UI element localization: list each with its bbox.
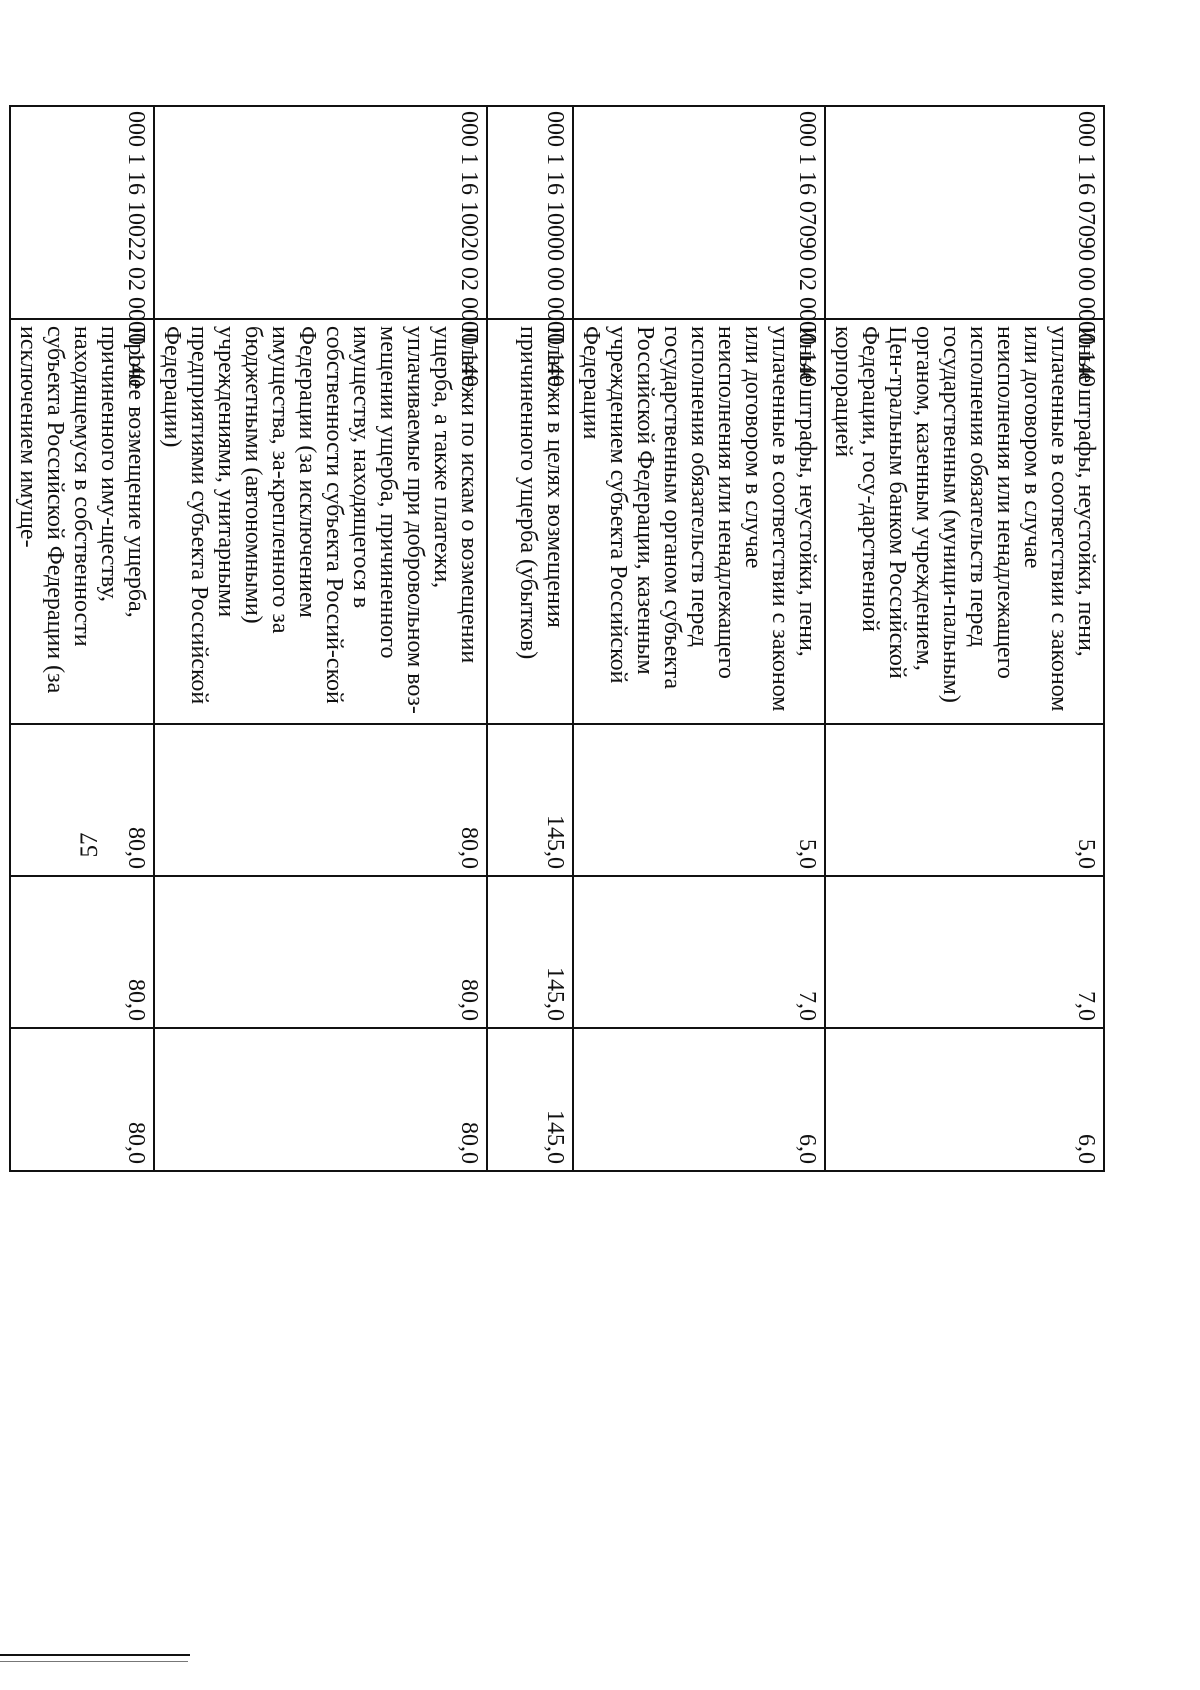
table-row [573, 106, 825, 1171]
budget-code: 000 1 16 07090 02 0000 140 [573, 106, 825, 319]
value-col-2: 7,0 [825, 876, 1104, 1028]
scan-edge-rule-thin [0, 1661, 188, 1662]
value-col-1: 80,0 [154, 724, 487, 876]
value-col-1: 145,0 [487, 724, 573, 876]
value-col-2: 145,0 [487, 876, 573, 1028]
value-col-1: 5,0 [573, 724, 825, 876]
budget-code: 000 1 16 10020 02 0000 140 [154, 106, 487, 319]
page-number: 57 [76, 832, 103, 858]
row-description: Платежи по искам о возмещении ущерба, а также платежи, уплачиваемые при добровольном воз-мещении ущерба, причиненного имуществу, находящегося в собственности субъекта Россий-ской Федерации (за исключением имущества, за-крепленного за бюджетными (автономными) учреждениями, унитарными предприятиями субъекта Российской Федерации) [154, 319, 487, 724]
table-row [487, 106, 573, 1171]
value-col-1: 5,0 [825, 724, 1104, 876]
budget-code: 000 1 16 10000 00 0000 140 [487, 106, 573, 319]
value-col-1: 80,0 [10, 724, 154, 876]
budget-code: 000 1 16 07090 00 0000 140 [825, 106, 1104, 319]
value-col-3: 145,0 [487, 1028, 573, 1171]
value-col-3: 80,0 [10, 1028, 154, 1171]
row-description: Прочее возмещение ущерба, причиненного иму-ществу, находящемуся в собственности субъекта Российской Федерации (за исключением имуще- [10, 319, 154, 724]
table-row [154, 106, 487, 1171]
value-col-3: 80,0 [154, 1028, 487, 1171]
row-description: Иные штрафы, неустойки, пени, уплаченные в соответствии с законом или договором в случае неисполнения или ненадлежащего исполнения обязательств перед государственным органом субъекта Российской Федерации, казенным учреждением субъекта Российской Федерации [573, 319, 825, 724]
row-description: Платежи в целях возмещения причиненного ущерба (убытков) [487, 319, 573, 724]
budget-code: 000 1 16 10022 02 0000 140 [10, 106, 154, 319]
value-col-2: 7,0 [573, 876, 825, 1028]
value-col-3: 6,0 [573, 1028, 825, 1171]
scan-edge-rule [0, 1654, 190, 1656]
value-col-2: 80,0 [154, 876, 487, 1028]
budget-table [9, 105, 1105, 1172]
table-row [10, 106, 154, 1171]
value-col-2: 80,0 [10, 876, 154, 1028]
value-col-3: 6,0 [825, 1028, 1104, 1171]
row-description: Иные штрафы, неустойки, пени, уплаченные в соответствии с законом или договором в случае неисполнения или ненадлежащего исполнения обязательств перед государственным (муници-пальным) органом, казенным учреждением, Цен-тральным банком Российской Федерации, госу-дарственной корпорацией [825, 319, 1104, 724]
table-row [825, 106, 1104, 1171]
